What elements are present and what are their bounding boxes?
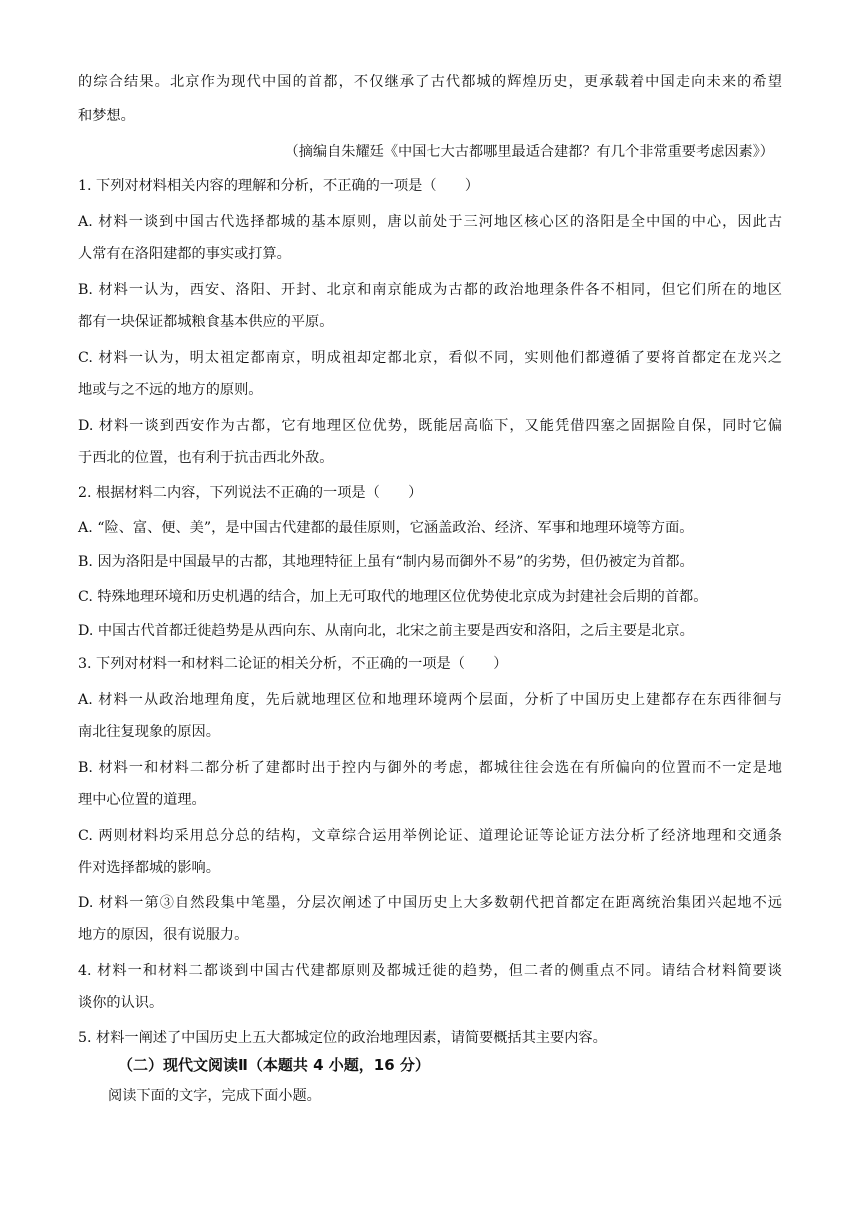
source-citation: （摘编自朱耀廷《中国七大古都哪里最适合建都？有几个非常重要考虑因素》） (284, 144, 774, 160)
question-2-option-d: D. 中国古代首都迁徙趋势是从西向东、从南向北，北宋之前主要是西安和洛阳，之后主要是北京。 (78, 623, 694, 639)
passage-line: 和梦想。 (78, 108, 135, 124)
question-1-option-a-cont: 人常有在洛阳建都的事实或打算。 (78, 246, 291, 262)
question-3-option-c-cont: 件对选择都城的影响。 (78, 860, 220, 876)
question-3-option-b: B. 材料一和材料二都分析了建都时出于控内与御外的考虑，都城往往会选在有所偏向的位置而不一定是地 (78, 760, 782, 776)
question-3-option-b-cont: 理中心位置的道理。 (78, 792, 206, 808)
question-3-stem: 3. 下列对材料一和材料二论证的相关分析，不正确的一项是（ ） (78, 656, 508, 672)
question-3-option-a: A. 材料一从政治地理角度，先后就地理区位和地理环境两个层面，分析了中国历史上建都存在东西徘徊与 (78, 692, 782, 708)
question-2-option-c: C. 特殊地理环境和历史机遇的结合，加上无可取代的地理区位优势使北京成为封建社会后期的首都。 (78, 589, 708, 605)
question-1-option-d: D. 材料一谈到西安作为古都，它有地理区位优势，既能居高临下，又能凭借四塞之固据险自保，同时它偏 (78, 418, 782, 434)
question-1-option-b: B. 材料一认为，西安、洛阳、开封、北京和南京能成为古都的政治地理条件各不相同，但它们所在的地区 (78, 282, 782, 298)
question-1-option-d-cont: 于西北的位置，也有利于抗击西北外敌。 (78, 450, 334, 466)
question-2-option-b: B. 因为洛阳是中国最早的古都，其地理特征上虽有“制内易而御外不易”的劣势，但仍被定为首都。 (78, 554, 694, 570)
question-1-option-b-cont: 都有一块保证都城粮食基本供应的平原。 (78, 314, 334, 330)
passage-line: 的综合结果。北京作为现代中国的首都，不仅继承了古代都城的辉煌历史，更承载着中国走向未来的希望 (78, 74, 782, 90)
question-1-stem: 1. 下列对材料相关内容的理解和分析，不正确的一项是（ ） (78, 178, 480, 194)
question-3-option-d: D. 材料一第③自然段集中笔墨，分层次阐述了中国历史上大多数朝代把首都定在距离统治集团兴起地不远 (78, 895, 782, 911)
question-3-option-d-cont: 地方的原因，很有说服力。 (78, 927, 249, 943)
section-instruction: 阅读下面的文字，完成下面小题。 (108, 1088, 321, 1104)
question-1-option-c-cont: 地或与之不远的地方的原则。 (78, 382, 263, 398)
question-4-stem: 4. 材料一和材料二都谈到中国古代建都原则及都城迁徙的趋势，但二者的侧重点不同。请结合材料简要谈 (78, 963, 782, 979)
material-passage-ending (78, 72, 782, 140)
question-1-option-c: C. 材料一认为，明太祖定都南京，明成祖却定都北京，看似不同，实则他们都遵循了要将首都定在龙兴之 (78, 350, 782, 366)
question-5-stem: 5. 材料一阐述了中国历史上五大都城定位的政治地理因素，请简要概括其主要内容。 (78, 1030, 607, 1046)
question-4-stem-cont: 谈你的认识。 (78, 995, 164, 1011)
question-3-option-a-cont: 南北往复现象的原因。 (78, 724, 220, 740)
section-title: （二）现代文阅读Ⅱ（本题共 4 小题，16 分） (118, 1056, 430, 1074)
question-1-option-a: A. 材料一谈到中国古代选择都城的基本原则，唐以前处于三河地区核心区的洛阳是全中国的中心，因此古 (78, 214, 782, 230)
question-2-option-a: A. “险、富、便、美”，是中国古代建都的最佳原则，它涵盖政治、经济、军事和地理环境等方面。 (78, 520, 694, 536)
question-3-option-c: C. 两则材料均采用总分总的结构，文章综合运用举例论证、道理论证等论证方法分析了经济地理和交通条 (78, 828, 782, 844)
question-2-stem: 2. 根据材料二内容，下列说法不正确的一项是（ ） (78, 485, 423, 501)
